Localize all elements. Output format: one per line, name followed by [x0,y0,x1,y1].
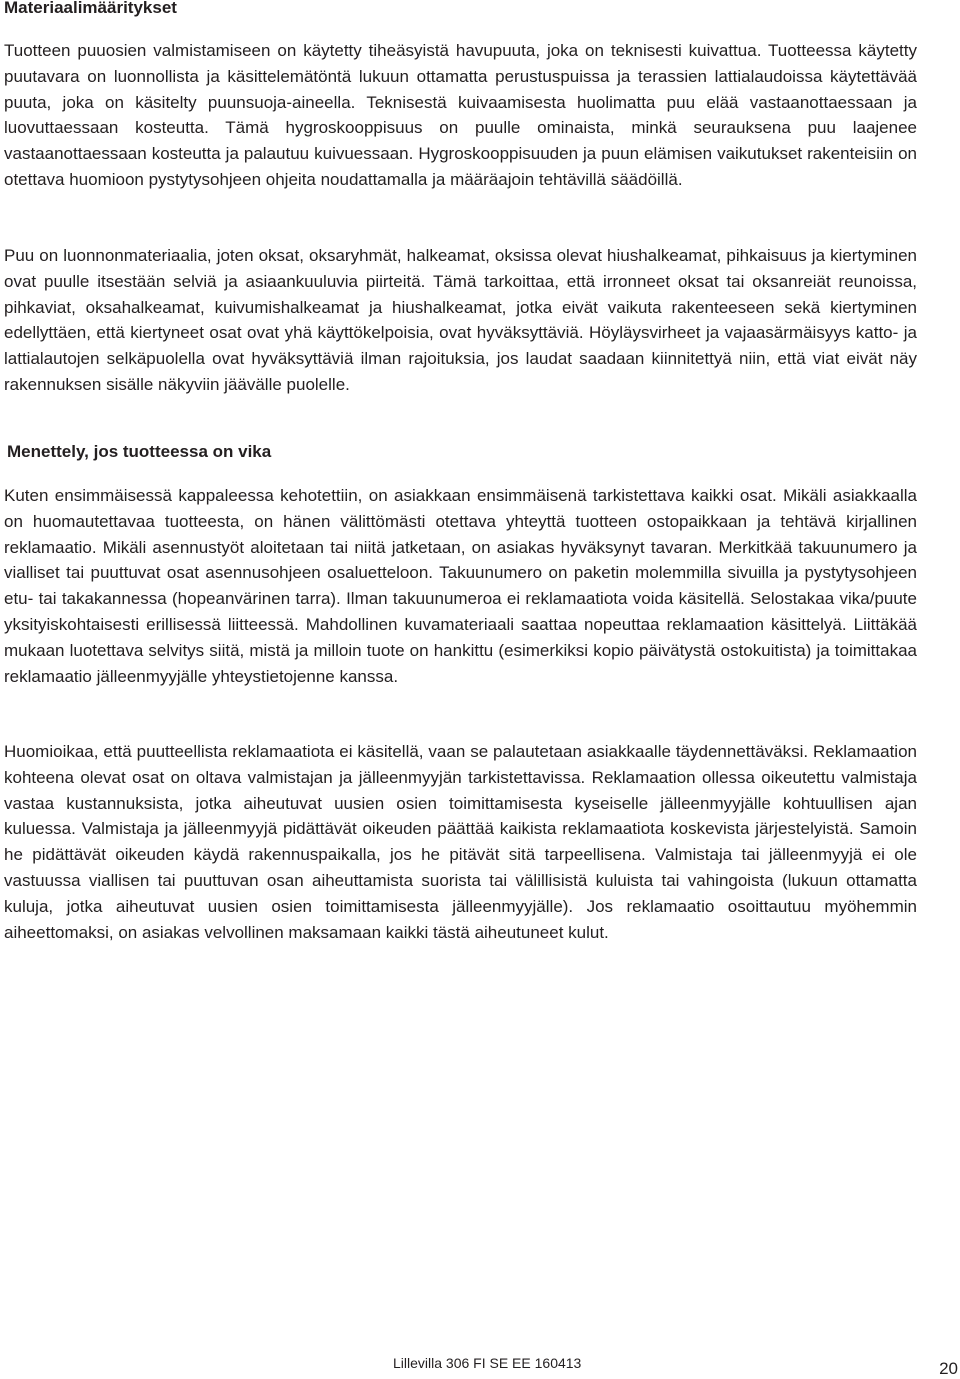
paragraph-materials-2: Puu on luonnonmateriaalia, joten oksat, oksaryhmät, halkeamat, oksissa olevat hiushalkeamat, pihkaisuus ja kiertyminen ovat puulle itsestään selviä ja asiaankuuluvia piirteitä. Tämä tarkoittaa, että irronneet oksat tai oksanreiät reunoissa, pihkaviat, oksahalkeamat, kuivumishalkeamat ja hiushalkeamat, jotka eivät vaikuta rakenteeseen sekä kiertyminen edellyttäen, että kiertyneet osat ovat yhä käyttökelpoisia, ovat hyväksyttäviä. Höyläysvirheet ja vajaasärmäisyys katto- ja lattialautojen selkäpuolella ovat hyväksyttäviä ilman rajoituksia, jos laudat saadaan kiinnitettyä niin, että viat eivät näy rakennuksen sisälle näkyviin jäävälle puolelle. [4,246,917,394]
paragraph-materials-1: Tuotteen puuosien valmistamiseen on käytetty tiheäsyistä havupuuta, joka on teknisesti kuivattua. Tuotteessa käytetty puutavara on luonnollista ja käsittelemätöntä lukuun ottamatta perustuspuissa ja terassien lattialaudoissa käytettävää puuta, joka on käsitelty puunsuoja-aineella. Teknisestä kuivaamisesta huolimatta puu elää vastaanottaessaan ja luovuttaessaan kosteutta. Tämä hygroskooppisuus on puulle ominaista, minkä seurauksena puu laajenee vastaanottaessaan kosteutta ja palautuu kuivuessaan. Hygroskooppisuuden ja puun elämisen vaikutukset rakenteisiin on otettava huomioon pystytysohjeen ohjeita noudattamalla ja määräajoin tehtävillä säädöillä. [4,41,917,189]
section-heading-defect-procedure: Menettely, jos tuotteessa on vika [7,442,272,461]
footer-document-id: Lillevilla 306 FI SE EE 160413 [393,1355,582,1371]
page-number: 20 [939,1359,958,1378]
paragraph-defect-1: Kuten ensimmäisessä kappaleessa kehotettiin, on asiakkaan ensimmäisenä tarkistettava kaikki osat. Mikäli asiakkaalla on huomautettavaa tuotteesta, on hänen välittömästi otettava yhteyttä tuotteen ostopaikkaan ja tehtävä kirjallinen reklamaatio. Mikäli asennustyöt aloitetaan tai niitä jatketaan, on asiakas hyväksynyt tavaran. Merkitkää takuunumero ja vialliset tai puuttuvat osat asennusohjeen osaluetteloon. Takuunumero on paketin molemmilla sivuilla ja pystytysohjeen etu- tai takakannessa (hopeanvärinen tarra). Ilman takuunumeroa ei reklamaatiota voida käsitellä. Selostakaa vika/puute yksityiskohtaisesti erillisessä liitteessä. Mahdollinen kuvamateriaali saattaa nopeuttaa reklamaation käsittelyä. Liittäkää mukaan luotettava selvitys siitä, mistä ja milloin tuote on hankittu (esimerkiksi kopio päivätystä ostokuitista) ja toimittakaa reklamaatio jälleenmyyjälle yhteystietojenne kanssa. [4,486,917,686]
paragraph-defect-2: Huomioikaa, että puutteellista reklamaatiota ei käsitellä, vaan se palautetaan asiakkaalle täydennettäväksi. Reklamaation kohteena olevat osat on oltava valmistajan ja jälleenmyyjän tarkistettavissa. Reklamaation ollessa oikeutettu valmistaja vastaa kustannuksista, jotka aiheutuvat uusien osien toimittamisesta kyseiselle jälleenmyyjälle kohtuullisen ajan kuluessa. Valmistaja ja jälleenmyyjä pidättävät oikeuden päättää kaikista reklamaatiota koskevista järjestelyistä. Samoin he pidättävät oikeuden käydä rakennuspaikalla, jos he pitävät sitä tarpeellisena. Valmistaja tai jälleenmyyjä ei ole vastuussa viallisen tai puuttuvan osan aiheuttamista suorista tai välillisistä kuluista tai vahingoista (lukuun ottamatta kuluja, jotka aiheutuvat uusien osien toimittamisesta jälleenmyyjälle). Jos reklamaatio osoittautuu myöhemmin aiheettomaksi, on asiakas velvollinen maksamaan kaikki tästä aiheutuneet kulut. [4,742,917,942]
section-heading-materials: Materiaalimääritykset [4,0,177,17]
